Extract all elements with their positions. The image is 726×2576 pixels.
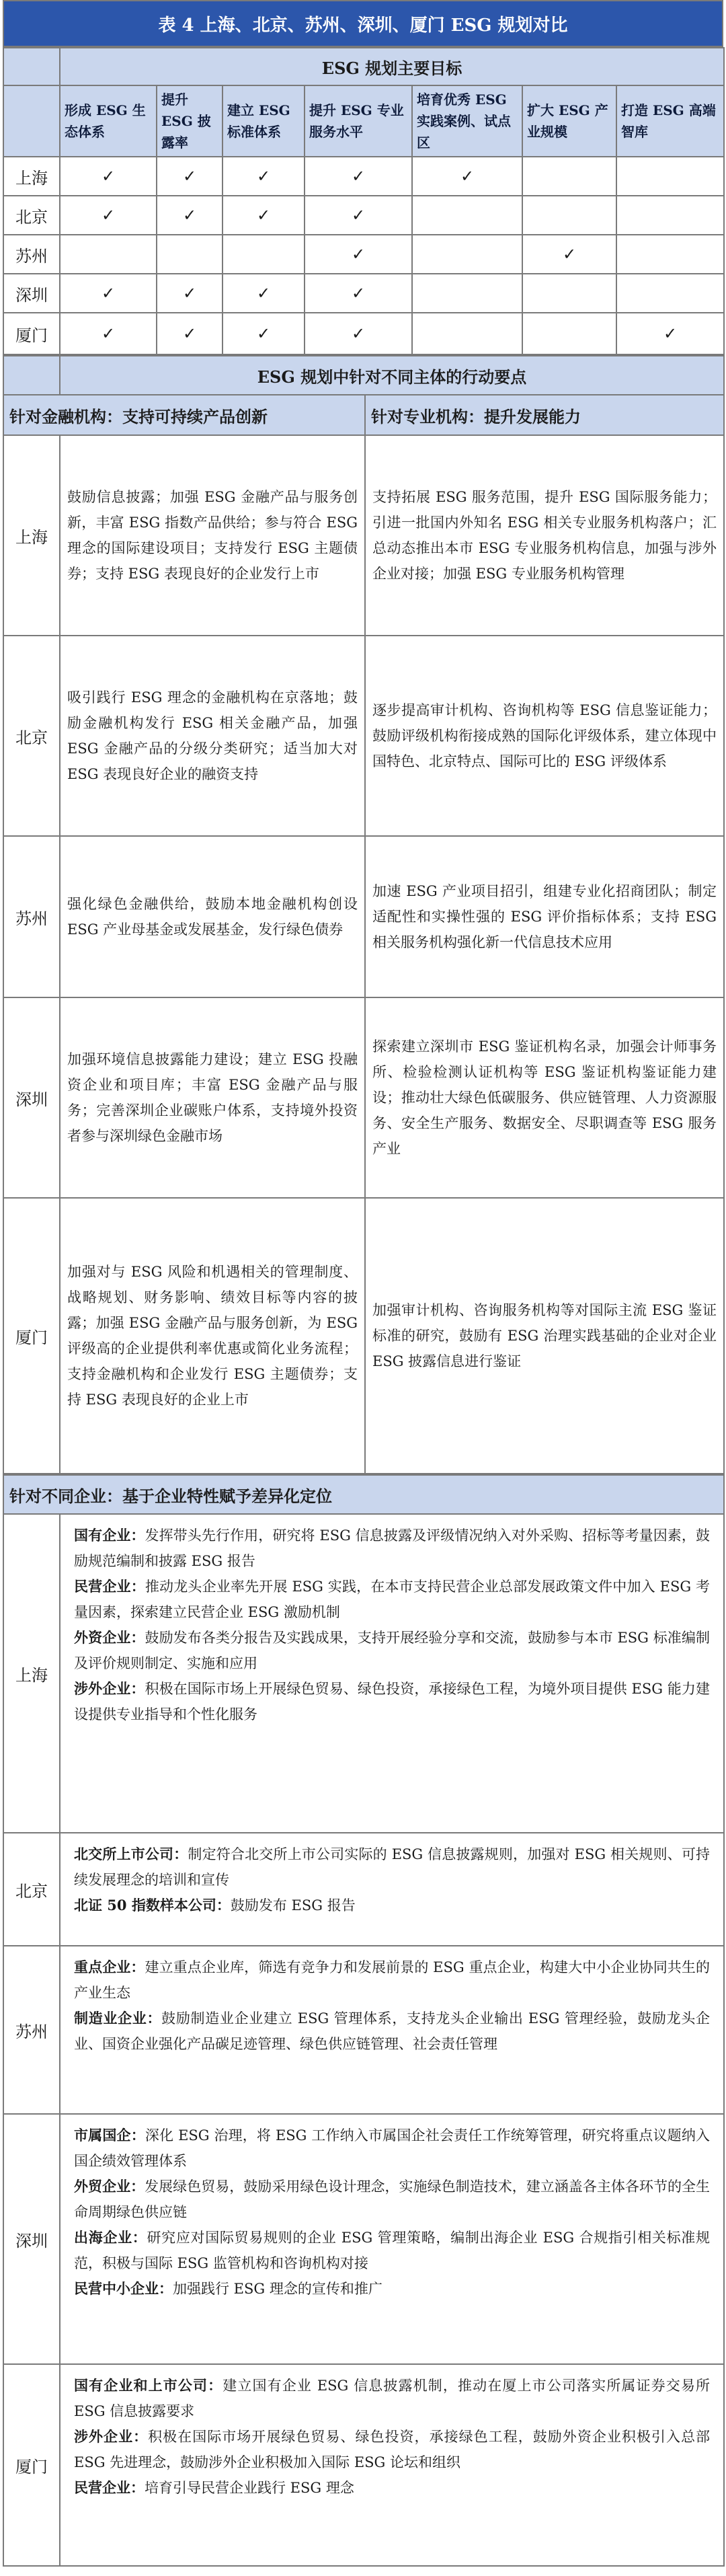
goal-row bbox=[3, 313, 724, 354]
enterprise-type-label: 民营企业： bbox=[74, 2479, 145, 2496]
enterprise-type-text: 加强践行 ESG 理念的宣传和推广 bbox=[173, 2281, 382, 2297]
empty-cell bbox=[616, 274, 724, 313]
enterprise-item bbox=[67, 2373, 717, 2424]
city-label: 上海 bbox=[3, 157, 60, 196]
pro-action-text: 探索建立深圳市 ESG 鉴证机构名录，加强会计师事务所、检验检测认证机构等 ESG 鉴证机构鉴证能力建设；推动壮大绿色低碳服务、供应链管理、人力资源服务、安全生产服务、数据安全、尽职调查等 ESG 服务产业 bbox=[365, 997, 724, 1198]
pro-action-text: 支持拓展 ESG 服务范围，提升 ESG 国际服务能力；引进一批国内外知名 ESG 相关专业服务机构落户；汇总动态推出本市 ESG 专业服务机构信息，加强与涉外企业对接；加强 ESG 专业服务机构管理 bbox=[365, 435, 724, 636]
empty-cell bbox=[616, 196, 724, 235]
empty-cell bbox=[522, 157, 616, 196]
goal-row bbox=[3, 196, 724, 235]
enterprise-rows bbox=[3, 1514, 724, 2566]
enterprise-row bbox=[3, 1514, 724, 1833]
enterprise-type-label: 民营企业： bbox=[74, 1578, 145, 1595]
check-icon: ✓ bbox=[305, 313, 412, 354]
enterprise-type-label: 国有企业和上市公司： bbox=[74, 2377, 223, 2394]
check-icon: ✓ bbox=[60, 196, 157, 235]
goals-table bbox=[3, 47, 725, 355]
finance-action-text: 强化绿色金融供给，鼓励本地金融机构创设 ESG 产业母基金或发展基金，发行绿色债券 bbox=[60, 836, 365, 997]
check-icon: ✓ bbox=[412, 157, 522, 196]
check-icon: ✓ bbox=[157, 196, 223, 235]
goal-row bbox=[3, 235, 724, 274]
empty-cell bbox=[412, 313, 522, 354]
enterprise-table bbox=[3, 1474, 725, 2567]
goals-header: ESG 规划主要目标 bbox=[60, 48, 724, 85]
city-label: 北京 bbox=[3, 196, 60, 235]
pro-action-text: 加强审计机构、咨询服务机构等对国际主流 ESG 鉴证标准的研究，鼓励有 ESG 治理实践基础的企业对企业 ESG 披露信息进行鉴证 bbox=[365, 1198, 724, 1474]
empty-cell bbox=[157, 235, 223, 274]
pro-action-text: 加速 ESG 产业项目招引，组建专业化招商团队；制定适配性和实操性强的 ESG 评价指标体系；支持 ESG 相关服务机构强化新一代信息技术应用 bbox=[365, 836, 724, 997]
check-icon: ✓ bbox=[157, 313, 223, 354]
city-label: 厦门 bbox=[3, 2364, 60, 2566]
check-icon: ✓ bbox=[223, 274, 305, 313]
check-icon: ✓ bbox=[223, 157, 305, 196]
action-row bbox=[3, 836, 724, 997]
enterprise-item bbox=[67, 1523, 717, 1574]
enterprise-item bbox=[67, 1842, 717, 1893]
city-label: 上海 bbox=[3, 435, 60, 636]
enterprise-item bbox=[67, 1574, 717, 1625]
enterprise-type-text: 推动龙头企业率先开展 ESG 实践，在本市支持民营企业总部发展政策文件中加入 ESG 考量因素，探索建立民营企业 ESG 激励机制 bbox=[74, 1579, 710, 1620]
goal-column-header: 提升 ESG 专业服务水平 bbox=[305, 85, 412, 157]
enterprise-item bbox=[67, 2006, 717, 2057]
enterprise-type-text: 发展绿色贸易，鼓励采用绿色设计理念，实施绿色制造技术，建立涵盖各主体各环节的全生命周期绿色供应链 bbox=[74, 2179, 711, 2220]
enterprise-item bbox=[67, 2424, 717, 2475]
city-label: 北京 bbox=[3, 1833, 60, 1946]
goal-column-header: 培育优秀 ESG 实践案例、试点区 bbox=[412, 85, 522, 157]
enterprise-row bbox=[3, 1946, 724, 2114]
check-icon: ✓ bbox=[60, 274, 157, 313]
empty-cell bbox=[412, 274, 522, 313]
empty-cell bbox=[60, 235, 157, 274]
enterprise-type-label: 涉外企业： bbox=[74, 2428, 149, 2445]
enterprise-type-label: 北证 50 指数样本公司： bbox=[74, 1897, 231, 1914]
goal-column-header: 形成 ESG 生态体系 bbox=[60, 85, 157, 157]
finance-action-text: 吸引践行 ESG 理念的金融机构在京落地；鼓励金融机构发行 ESG 相关金融产品，加强 ESG 金融产品的分级分类研究；适当加大对 ESG 表现良好企业的融资支持 bbox=[60, 636, 365, 836]
empty-cell bbox=[522, 313, 616, 354]
enterprise-items bbox=[60, 1946, 724, 2114]
enterprise-type-label: 市属国企： bbox=[74, 2127, 145, 2144]
empty-cell bbox=[522, 274, 616, 313]
enterprise-type-text: 研究应对国际贸易规则的企业 ESG 管理策略，编制出海企业 ESG 合规指引相关标准规范，积极与国际 ESG 监管机构和咨询机构对接 bbox=[74, 2230, 710, 2271]
enterprise-items bbox=[60, 2364, 724, 2566]
enterprise-item bbox=[67, 2174, 717, 2225]
check-icon: ✓ bbox=[223, 313, 305, 354]
enterprise-type-label: 出海企业： bbox=[74, 2229, 147, 2246]
goals-corner bbox=[3, 48, 60, 85]
city-label: 苏州 bbox=[3, 235, 60, 274]
enterprise-items bbox=[60, 1514, 724, 1833]
enterprise-type-text: 积极在国际市场上开展绿色贸易、绿色投资，承接绿色工程，为境外项目提供 ESG 能力建设提供专业指导和个性化服务 bbox=[74, 1681, 710, 1722]
check-icon: ✓ bbox=[60, 313, 157, 354]
action-row bbox=[3, 997, 724, 1198]
enterprise-type-text: 积极在国际市场开展绿色贸易、绿色投资，承接绿色工程，鼓励外资企业积极引入总部 ESG 先进理念，鼓励涉外企业积极加入国际 ESG 论坛和组织 bbox=[74, 2429, 711, 2470]
check-icon: ✓ bbox=[616, 313, 724, 354]
enterprise-item bbox=[67, 2276, 717, 2302]
enterprise-type-text: 建立重点企业库，筛选有竞争力和发展前景的 ESG 重点企业，构建大中小企业协同共生的产业生态 bbox=[74, 1959, 710, 2001]
enterprise-type-label: 制造业企业： bbox=[74, 2010, 162, 2026]
empty-cell bbox=[412, 235, 522, 274]
empty-cell bbox=[223, 235, 305, 274]
enterprise-type-text: 建立国有企业 ESG 信息披露机制，推动在厦上市公司落实所属证券交易所 ESG 信息披露要求 bbox=[74, 2378, 711, 2419]
enterprise-type-label: 涉外企业： bbox=[74, 1680, 145, 1697]
empty-cell bbox=[616, 235, 724, 274]
goals-corner-2 bbox=[3, 85, 60, 157]
enterprise-row bbox=[3, 2364, 724, 2566]
enterprise-item bbox=[67, 1955, 717, 2006]
city-label: 深圳 bbox=[3, 274, 60, 313]
enterprise-type-label: 外贸企业： bbox=[74, 2178, 145, 2195]
action-row bbox=[3, 1198, 724, 1474]
enterprise-item bbox=[67, 2225, 717, 2276]
enterprise-items bbox=[60, 1833, 724, 1946]
enterprise-type-label: 北交所上市公司： bbox=[74, 1846, 188, 1862]
enterprise-type-text: 发挥带头先行作用，研究将 ESG 信息披露及评级情况纳入对外采购、招标等考量因素，鼓励规范编制和披露 ESG 报告 bbox=[74, 1527, 710, 1569]
enterprise-type-text: 鼓励制造业企业建立 ESG 管理体系，支持龙头企业输出 ESG 管理经验，鼓励龙头企业、国资企业强化产品碳足迹管理、绿色供应链管理、社会责任管理 bbox=[74, 2010, 711, 2052]
city-label: 北京 bbox=[3, 636, 60, 836]
goal-row bbox=[3, 274, 724, 313]
goal-column-header: 扩大 ESG 产业规模 bbox=[522, 85, 616, 157]
actions-rows bbox=[3, 435, 724, 1474]
city-label: 苏州 bbox=[3, 836, 60, 997]
enterprise-items bbox=[60, 2114, 724, 2364]
actions-header: ESG 规划中针对不同主体的行动要点 bbox=[60, 356, 724, 395]
enterprise-type-text: 深化 ESG 治理，将 ESG 工作纳入市属国企社会责任工作统筹管理，研究将重点议题纳入国企绩效管理体系 bbox=[74, 2127, 710, 2169]
action-row bbox=[3, 435, 724, 636]
enterprise-type-label: 重点企业： bbox=[74, 1959, 145, 1975]
check-icon: ✓ bbox=[157, 274, 223, 313]
enterprise-header: 针对不同企业：基于企业特性赋予差异化定位 bbox=[3, 1475, 724, 1514]
check-icon: ✓ bbox=[305, 274, 412, 313]
check-icon: ✓ bbox=[60, 157, 157, 196]
enterprise-type-label: 民营中小企业： bbox=[74, 2280, 173, 2297]
goals-columns-row bbox=[3, 85, 724, 157]
check-icon: ✓ bbox=[223, 196, 305, 235]
city-label: 深圳 bbox=[3, 997, 60, 1198]
city-label: 苏州 bbox=[3, 1946, 60, 2114]
finance-action-text: 鼓励信息披露；加强 ESG 金融产品与服务创新，丰富 ESG 指数产品供给；参与符合 ESG 理念的国际建设项目；支持发行 ESG 主题债券；支持 ESG 表现良好的企业发行上市 bbox=[60, 435, 365, 636]
enterprise-type-text: 培育引导民营企业践行 ESG 理念 bbox=[145, 2480, 354, 2496]
enterprise-type-text: 鼓励发布 ESG 报告 bbox=[230, 1897, 356, 1914]
city-label: 深圳 bbox=[3, 2114, 60, 2364]
empty-cell bbox=[616, 157, 724, 196]
check-icon: ✓ bbox=[522, 235, 616, 274]
check-icon: ✓ bbox=[305, 235, 412, 274]
city-label: 厦门 bbox=[3, 313, 60, 354]
city-label: 上海 bbox=[3, 1514, 60, 1833]
check-icon: ✓ bbox=[157, 157, 223, 196]
enterprise-item bbox=[67, 2123, 717, 2174]
pro-action-text: 逐步提高审计机构、咨询机构等 ESG 信息鉴证能力；鼓励评级机构衔接成熟的国际化评级体系，建立体现中国特色、北京特点、国际可比的 ESG 评级体系 bbox=[365, 636, 724, 836]
actions-corner bbox=[3, 356, 60, 395]
enterprise-item bbox=[67, 1676, 717, 1727]
enterprise-row bbox=[3, 2114, 724, 2364]
city-label: 厦门 bbox=[3, 1198, 60, 1474]
enterprise-type-label: 国有企业： bbox=[74, 1527, 145, 1544]
goal-column-header: 提升 ESG 披露率 bbox=[157, 85, 223, 157]
enterprise-row bbox=[3, 1833, 724, 1946]
goal-column-header: 建立 ESG 标准体系 bbox=[223, 85, 305, 157]
table-title: 表 4 上海、北京、苏州、深圳、厦门 ESG 规划对比 bbox=[3, 0, 723, 47]
enterprise-type-text: 制定符合北交所上市公司实际的 ESG 信息披露规则，加强对 ESG 相关规则、可持续发展理念的培训和宣传 bbox=[74, 1846, 711, 1888]
enterprise-item bbox=[67, 2475, 717, 2501]
enterprise-type-text: 鼓励发布各类分报告及实践成果，支持开展经验分享和交流，鼓励参与本市 ESG 标准编制及评价规则制定、实施和应用 bbox=[74, 1630, 710, 1671]
actions-pro-header: 针对专业机构：提升发展能力 bbox=[365, 395, 724, 435]
enterprise-type-label: 外资企业： bbox=[74, 1629, 145, 1646]
enterprise-item bbox=[67, 1625, 717, 1676]
goals-rows bbox=[3, 157, 724, 354]
actions-finance-header: 针对金融机构：支持可持续产品创新 bbox=[3, 395, 365, 435]
goal-row bbox=[3, 157, 724, 196]
check-icon: ✓ bbox=[305, 196, 412, 235]
empty-cell bbox=[522, 196, 616, 235]
actions-table bbox=[3, 355, 725, 1474]
enterprise-item bbox=[67, 1893, 717, 1918]
finance-action-text: 加强对与 ESG 风险和机遇相关的管理制度、战略规划、财务影响、绩效目标等内容的披露；加强 ESG 金融产品与服务创新，为 ESG 评级高的企业提供利率优惠或简化业务流程；支持金融机构和企业发行 ESG 主题债券；支持 ESG 表现良好的企业上市 bbox=[60, 1198, 365, 1474]
check-icon: ✓ bbox=[305, 157, 412, 196]
empty-cell bbox=[412, 196, 522, 235]
finance-action-text: 加强环境信息披露能力建设；建立 ESG 投融资企业和项目库；丰富 ESG 金融产品与服务；完善深圳企业碳账户体系，支持境外投资者参与深圳绿色金融市场 bbox=[60, 997, 365, 1198]
action-row bbox=[3, 636, 724, 836]
goal-column-header: 打造 ESG 高端智库 bbox=[616, 85, 724, 157]
